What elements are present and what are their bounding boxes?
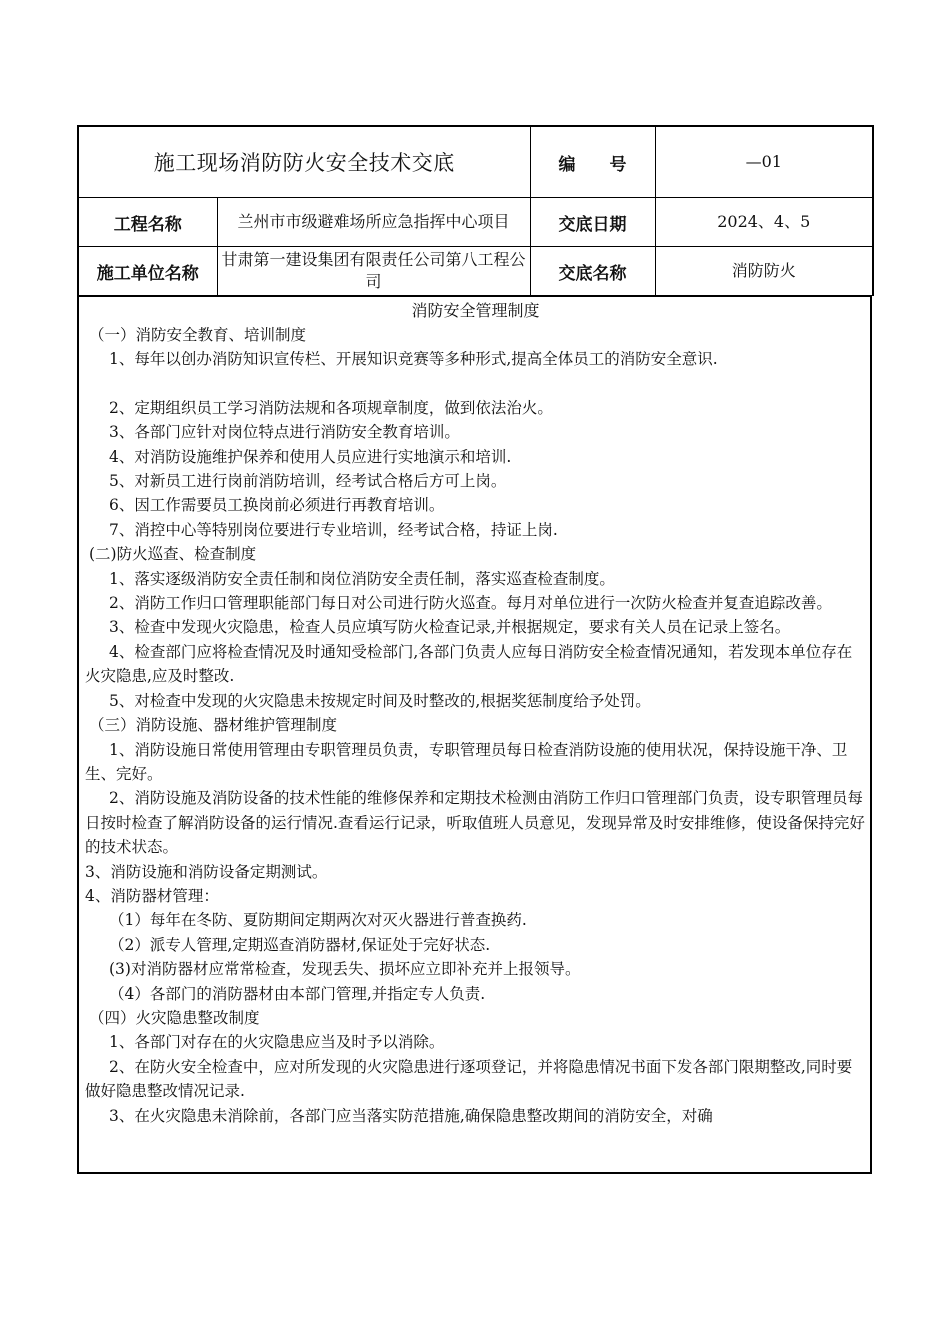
project-label: 工程名称	[78, 198, 217, 247]
paragraph: 1、落实逐级消防安全责任制和岗位消防安全责任制，落实巡查检查制度。	[109, 569, 615, 588]
paragraph: 1、每年以创办消防知识宣传栏、开展知识竞赛等多种形式,提高全体员工的消防安全意识.	[109, 350, 718, 369]
project-value: 兰州市市级避难场所应急指挥中心项目	[217, 198, 530, 247]
topic-value: 消防防火	[655, 247, 873, 296]
paragraph: 2、消防设施及消防设备的技术性能的维修保养和定期技术检测由消防工作归口管理部门负责，设专职管理员每日按时检查了解消防设备的运行情况.查看运行记录，听取值班人员意见，发现异常及时安排维修，使设备保持完好的技术状态。	[85, 789, 865, 857]
date-label: 交底日期	[530, 198, 655, 247]
document-body	[77, 296, 872, 1174]
paragraph: 5、对检查中发现的火灾隐患未按规定时间及时整改的,根据奖惩制度给予处罚。	[109, 691, 651, 710]
paragraph: 3、检查中发现火灾隐患，检查人员应填写防火检查记录,并根据规定，要求有关人员在记录上签名。	[109, 618, 791, 637]
paragraph: (二)防火巡查、检查制度	[89, 545, 257, 564]
header-table	[77, 125, 874, 296]
document	[77, 125, 872, 1174]
paragraph: 2、消防工作归口管理职能部门每日对公司进行防火巡查。每月对单位进行一次防火检查并复查追踪改善。	[109, 594, 832, 613]
blank-line	[85, 372, 866, 396]
number-value: —01	[655, 126, 873, 198]
topic-label: 交底名称	[530, 247, 655, 296]
paragraph: 3、各部门应针对岗位特点进行消防安全教育培训。	[109, 423, 460, 442]
section-heading: 消防安全管理制度	[411, 301, 540, 320]
paragraph: （四）火灾隐患整改制度	[89, 1008, 260, 1027]
document-title: 施工现场消防防火安全技术交底	[78, 126, 530, 198]
paragraph: 2、在防火安全检查中，应对所发现的火灾隐患进行逐项登记，并将隐患情况书面下发各部门限期整改,同时要做好隐患整改情况记录.	[85, 1057, 853, 1101]
date-value: 2024、4、5	[655, 198, 873, 247]
paragraph: （1）每年在冬防、夏防期间定期两次对灭火器进行普查换药.	[109, 911, 527, 930]
paragraph: （2）派专人管理,定期巡查消防器材,保证处于完好状态.	[109, 935, 491, 954]
paragraph: 3、在火灾隐患未消除前，各部门应当落实防范措施,确保隐患整改期间的消防安全，对确	[109, 1106, 713, 1125]
number-label: 编 号	[530, 126, 655, 198]
paragraph: 1、消防设施日常使用管理由专职管理员负责，专职管理员每日检查消防设施的使用状况，保持设施干净、卫生、完好。	[85, 740, 848, 783]
paragraph: 5、对新员工进行岗前消防培训，经考试合格后方可上岗。	[109, 472, 507, 491]
paragraph: （一）消防安全教育、培训制度	[89, 326, 307, 344]
paragraph: 4、检查部门应将检查情况及时通知受检部门,各部门负责人应每日消防安全检查情况通知，若发现本单位存在火灾隐患,应及时整改.	[85, 642, 853, 686]
paragraph: 6、因工作需要员工换岗前必须进行再教育培训。	[109, 496, 445, 515]
paragraph: (3)对消防器材应常常检查，发现丢失、损坏应立即补充并上报领导。	[109, 960, 581, 979]
paragraph: 7、消控中心等特别岗位要进行专业培训，经考试合格，持证上岗.	[109, 520, 558, 539]
paragraph: 4、对消防设施维护保养和使用人员应进行实地演示和培训.	[109, 447, 512, 466]
paragraph: 2、定期组织员工学习消防法规和各项规章制度，做到依法治火。	[109, 398, 553, 417]
unit-label: 施工单位名称	[78, 247, 217, 296]
paragraph: 1、各部门对存在的火灾隐患应当及时予以消除。	[109, 1033, 445, 1052]
paragraph: （三）消防设施、器材维护管理制度	[89, 716, 338, 735]
paragraph: 4、消防器材管理：	[85, 886, 219, 905]
unit-value: 甘肃第一建设集团有限责任公司第八工程公司	[217, 247, 530, 296]
paragraph: （4）各部门的消防器材由本部门管理,并指定专人负责.	[109, 984, 486, 1003]
paragraph: 3、消防设施和消防设备定期测试。	[85, 862, 328, 881]
body-lines	[85, 323, 866, 1128]
